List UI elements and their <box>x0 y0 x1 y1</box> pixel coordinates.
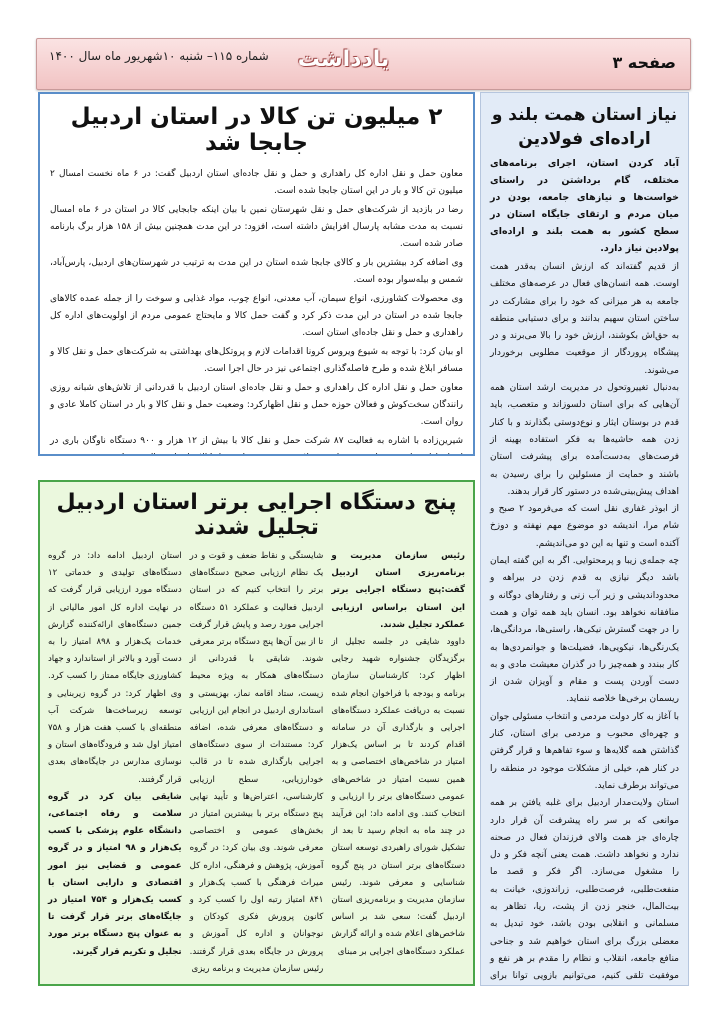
article-agencies <box>38 480 475 986</box>
editorial-paragraph: چه جمله‌ی زیبا و پرمحتوایی. اگر به این گفته ایمان باشد دیگر نیازی به قدم زدن در بیراهه و محدوداندیشی و زیر آب زنی و رفتارهای دوگانه و منافقانه نخواهد بود. انسان باید همه توان و همت را در جهت گسترش نیکی‌ها، راستی‌ها، مردانگی‌ها، یک‌رنگی‌ها، نیکویی‌ها، فضیلت‌ها و جوانمردی‌ها به کار ببندد و همه‌چیز را در گذران معیشت مادی و به دست آوردن پست و مقام و آویزان شدن از ریسمان برخی‌ها خلاصه ننماید. <box>490 556 679 705</box>
article-paragraph: شیرین‌زاده با اشاره به فعالیت ۸۷ شرکت حمل و نقل کالا با بیش از ۱۲ هزار و ۹۰۰ دستگاه ناوگان باری در <box>50 436 463 446</box>
column-left <box>48 548 182 978</box>
section-title: یادداشت <box>297 47 390 72</box>
editorial-paragraph: با آغاز به کار دولت مردمی و انتخاب مسئولی جوان و چهره‌ای محبوب و مردمی برای استان، کنار گذاشتن همه گلایه‌ها و سوء تفاهم‌ها و قرار گرفتن در کنار هم، خیلی از مشکلات موجود در منطقه را می‌تواند برطرف نماید. <box>490 711 679 791</box>
article-paragraph: معاون حمل و نقل اداره کل راهداری و حمل و نقل جاده‌ای استان اردبیل با قدردانی از تلاش‌های شبانه روزی رانندگان سخت‌کوش و فعالان حوزه حمل و نقل اظهارکرد: وضعیت حمل و نقل کالا و بار در استان کاملا عادی و روان است. <box>50 383 463 427</box>
page-number: صفحه ۳ <box>612 53 676 72</box>
article-lead: رئیس سازمان مدیریت و برنامه‌ریزی استان اردبیل گفت:پنج دستگاه اجرایی برتر این استان براساس ارزیابی عملکرد تجلیل شدند. <box>331 551 465 630</box>
column-bold-text: شایقی بیان کرد در گروه سلامت و رفاه اجتماعی، دانشگاه علوم پزشکی با کسب یک‌هزار و ۹۸ امتیاز و در گروه عمومی و قضایی نیز امور اقتصادی و دارایی استان با کسب یک‌هزار و ۷۵۴ امتیاز در جایگاه‌های برتر قرار گرفت تا به عنوان پنج دستگاه برتر مورد تجلیل و تکریم قرار گیرند. <box>47 791 182 957</box>
article-cargo-title: ۲ میلیون تن کالا در استان اردبیل جابجا شد <box>70 104 443 156</box>
editorial-sidebar <box>480 92 689 986</box>
column-right <box>331 548 465 978</box>
column-middle <box>190 548 324 978</box>
article-paragraph: او بیان کرد: با توجه به شیوع ویروس کرونا اقدامات لازم و پروتکل‌های بهداشتی به شرکت‌های حمل و نقل کالا و مسافر ابلاغ شده و طرح فاصله‌گذاری اجتماعی نیز در حال اجرا است. <box>50 347 463 374</box>
column-text: داوود شایقی در جلسه تجلیل از برگزیدگان جشنواره شهید رجایی اظهار کرد: کارشناسان سازمان برنامه و بودجه با فراخوان انجام شده نسبت به دریافت عملکرد دستگاه‌های اجرایی و بارگذاری آن در سامانه اقدام کردند تا بر اساس یک‌هزار امتیاز در شاخص‌های اختصاصی و به همین نسبت امتیاز در شاخص‌های عمومی دستگاه‌های برتر را ارزیابی و انتخاب کنند. وی ادامه داد: این فرآیند در چند ماه به انجام رسید تا بعد از تشکیل شورای راهبردی توسعه استان دستگاه‌های برتر استان در پنج گروه شناسایی و معرفی شوند. رئیس سازمان مدیریت و برنامه‌ریزی استان اردبیل گفت: سعی شد بر اساس شاخص‌های اعلام شده و ارائه گزارش عملکرد دستگاه‌های اجرایی بر مبنای <box>331 637 465 957</box>
article-paragraph: وی محصولات کشاورزی، انواع سیمان، آب معدنی، انواع چوب، مواد غذایی و سوخت را از جمله عمده کالاهای جابجا شده در استان در این مدت ذکر کرد و گفت حمل کالا و مایحتاج عمومی مردم از اولویت‌های اداره کل راهداری و حمل و نقل جاده‌ای استان است. <box>50 294 463 338</box>
page-header <box>36 38 691 90</box>
article-cargo <box>38 92 475 456</box>
editorial-paragraph: از قدیم گفته‌اند که ارزش انسان به‌قدر همت اوست. همه انسان‌های فعال در عرصه‌های مختلف جامعه به هر میزانی که خود را برای مشارکت در ساختن استان سهیم بدانند و برای دستیابی منطقه به حق‌اش بکوشند، ارزش خود را بالا می‌برند و در پیشگاه پروردگار از موقعیت مطلوبی برخوردار می‌شوند. <box>490 262 679 376</box>
issue-info: شماره ۱۱۵– شنبه ۱۰شهریور ماه سال ۱۴۰۰ <box>49 49 269 63</box>
article-paragraph: وی اضافه کرد بیشترین بار و کالای جابجا شده استان در این مدت به ترتیب در شهرستان‌های اردبیل، پارس‌آباد، شمس و بیله‌سوار بوده است. <box>50 258 463 285</box>
article-paragraph: رضا در بازدید از شرکت‌های حمل و نقل شهرستان نمین با بیان اینکه جابجایی کالا در استان در ۶ ماه امسال نسبت به مدت مشابه پارسال افزایش داشته است، افزود: در این مدت همچنین بیش از ۱۵۸ هزار برگ بارنامه صادر شده است. <box>50 205 463 249</box>
editorial-paragraph: از ابوذر غفاری نقل است که می‌فرمود ۲ صبح و شام مرا، اندیشه دو موضوع مهم نهفته و دوزخ آکنده است و تنها به این دو می‌اندیشم. <box>490 504 679 549</box>
column-text: استان اردبیل ادامه داد: در گروه دستگاه‌های تولیدی و خدماتی ۱۲ دستگاه مورد ارزیابی قرار گرفت که در نهایت اداره کل امور مالیاتی از جمین دستگاه‌های ارائه‌کننده گزارش خدمات یک‌هزار و ۸۹۸ امتیاز را به دست آورد و بالاتر از استاندارد و جهاد کشاورزی جایگاه ممتاز را کسب کرد. وی اظهار کرد: در گروه زیربنایی و توسعه زیرساخت‌ها شرکت آب منطقه‌ای با کسب هفت هزار و ۷۵۸ امتیاز اول شد و فرودگاه‌های استان و نوسازی مدارس در جایگاه‌های بعدی قرار گرفتند. <box>47 551 182 785</box>
article-agencies-title: پنج دستگاه اجرایی برتر استان اردبیل تجلیل شدند <box>56 490 457 540</box>
editorial-paragraph: استان ولایت‌مدار اردبیل برای غلبه یافتن بر همه موانعی که بر سر راه پیشرفت آن قرار دارد چاره‌ای جز همت والای فرزندان فعال در صحنه ندارد و نخواهد داشت. همت یعنی آنچه فکر و دل را مشغول می‌سازد. اگر فکر و قصد ما منفعت‌طلبی، فرصت‌طلبی، زراندوزی، خیانت به بیت‌المال، خنجر زدن از پشت، ریا، تظاهر به مسلمانی و انقلابی بودن باشد، خود تبدیل به معضلی بزرگ برای استان خواهیم شد و جناحی منافع جامعه، انقلاب و نظام را مقدم بر هر نفع و موفقیت تلقی کنیم، می‌توانیم بازویی توانا برای <box>490 798 679 982</box>
editorial-lead: آباد کردن استان، اجرای برنامه‌های مختلف، گام برداشتن در راستای خواست‌ها و نیازهای جامعه، بودن در میان مردم و ارتقای جایگاه استان در سطح کشور به همت بلند و اراده‌ای پولادین نیاز دارد. <box>490 158 679 254</box>
editorial-title: نیاز استان همت بلند و اراده‌ای فولادین <box>491 105 678 149</box>
column-text: شایستگی و نقاط ضعف و قوت و در یک نظام ارزیابی صحیح دستگاه‌های برتر را انتخاب کنیم که در استان اردبیل فعالیت و عملکرد ۵۱ دستگاه اجرایی مورد رصد و پایش قرار گرفت تا از بین آن‌ها پنج دستگاه برتر معرفی شوند. شایقی با قدردانی از دستگاه‌های همکار به ویژه محیط زیست، ستاد اقامه نماز، بهزیستی و استانداری اردبیل در انجام این ارزیابی و دستگاه‌های معرفی شده، اضافه کرد: مستندات از سوی دستگاه‌های اجرایی بارگذاری شده تا در قالب خودارزیابی، سطح ارزیابی کارشناسی، اعتراض‌ها و تأیید نهایی پنج دستگاه برتر با بیشترین امتیاز در بخش‌های عمومی و اختصاصی معرفی شوند. وی بیان کرد: در گروه آموزش، پژوهش و فرهنگی، اداره کل میراث فرهنگی با کسب یک‌هزار و ۸۴۱ امتیاز رتبه اول را کسب کرد و کانون پرورش فکری کودکان و نوجوانان و اداره کل آموزش و پرورش در جایگاه بعدی قرار گرفتند. رئیس سازمان مدیریت و برنامه ریزی <box>189 551 324 974</box>
editorial-paragraph: به‌دنبال تغییروتحول در مدیریت ارشد استان همه آن‌هایی که برای استان دلسوزاند و متعصب، باید قدم در بوستان ایثار و نوع‌دوستی بگذارند و با کنار زدن همه حاشیه‌ها به فکر استفاده بهینه از فرصت‌های به‌دست‌آمده برای پیشرفت استان باشند و حمایت از مسئولین را برای رسیدن به اهداف پیش‌بینی‌شده در دستور کار قرار بدهند. <box>490 383 679 497</box>
article-columns <box>48 548 465 978</box>
article-paragraph: معاون حمل و نقل اداره کل راهداری و حمل و نقل جاده‌ای استان اردبیل گفت: در ۶ ماه نخست امسال ۲ میلیون تن کالا و بار در این استان جابجا شده است. <box>50 169 463 196</box>
